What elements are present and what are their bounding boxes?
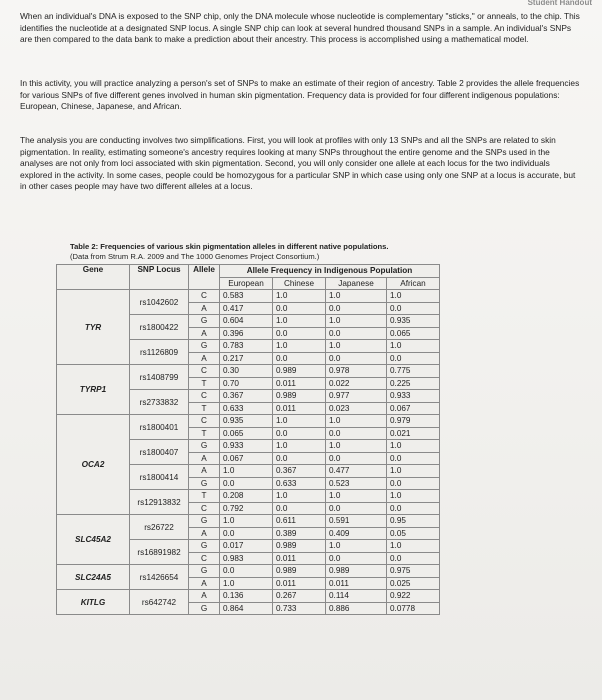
frequency-cell-african: 0.025: [387, 577, 440, 590]
frequency-cell-japanese: 1.0: [326, 490, 387, 503]
frequency-cell-european: 0.864: [220, 602, 273, 615]
allele-cell: T: [189, 402, 220, 415]
frequency-cell-chinese: 1.0: [273, 340, 326, 353]
frequency-cell-japanese: 0.114: [326, 590, 387, 603]
frequency-cell-japanese: 0.022: [326, 377, 387, 390]
frequency-cell-japanese: 1.0: [326, 540, 387, 553]
frequency-cell-japanese: 0.0: [326, 502, 387, 515]
frequency-cell-african: 1.0: [387, 540, 440, 553]
frequency-cell-african: 0.0: [387, 302, 440, 315]
frequency-cell-african: 0.05: [387, 527, 440, 540]
frequency-cell-african: 0.021: [387, 427, 440, 440]
snp-locus-cell: rs12913832: [130, 490, 189, 515]
allele-cell: G: [189, 540, 220, 553]
frequency-cell-european: 0.065: [220, 427, 273, 440]
frequency-cell-japanese: 0.477: [326, 465, 387, 478]
allele-cell: A: [189, 465, 220, 478]
frequency-cell-chinese: 1.0: [273, 440, 326, 453]
frequency-cell-japanese: 0.0: [326, 352, 387, 365]
column-header-european: European: [220, 277, 273, 290]
frequency-cell-japanese: 0.0: [326, 552, 387, 565]
gene-cell: KITLG: [57, 590, 130, 615]
frequency-cell-japanese: 0.523: [326, 477, 387, 490]
allele-frequency-table: [56, 264, 440, 615]
frequency-cell-japanese: 0.409: [326, 527, 387, 540]
allele-cell: G: [189, 340, 220, 353]
table-row: [57, 590, 440, 603]
frequency-cell-european: 0.217: [220, 352, 273, 365]
frequency-cell-african: 0.0778: [387, 602, 440, 615]
frequency-cell-chinese: 0.011: [273, 552, 326, 565]
frequency-cell-african: 1.0: [387, 490, 440, 503]
gene-cell: OCA2: [57, 415, 130, 515]
table-caption: [70, 242, 550, 262]
column-group-header: Allele Frequency in Indigenous Population: [220, 265, 440, 278]
snp-locus-cell: rs1800414: [130, 465, 189, 490]
frequency-cell-chinese: 1.0: [273, 415, 326, 428]
table-row: [57, 515, 440, 528]
frequency-cell-european: 0.017: [220, 540, 273, 553]
frequency-cell-african: 0.95: [387, 515, 440, 528]
frequency-cell-european: 0.367: [220, 390, 273, 403]
frequency-cell-japanese: 1.0: [326, 315, 387, 328]
frequency-cell-chinese: 1.0: [273, 290, 326, 303]
frequency-cell-european: 0.136: [220, 590, 273, 603]
frequency-cell-chinese: 0.011: [273, 377, 326, 390]
snp-locus-cell: rs2733832: [130, 390, 189, 415]
intro-paragraph: When an individual's DNA is exposed to the SNP chip, only the DNA molecule whose nucleotide is complementary "sticks," or anneals, to the chip. This identifies the nucleotide at a designated SNP locus. A single SNP chip can look at several hundred thousand SNPs in a sample. An individual's SNPs are then compared to the data bank to make a prediction about their ancestry. This process is accomplished using a mathematical model.: [20, 11, 580, 45]
frequency-cell-african: 0.979: [387, 415, 440, 428]
frequency-cell-japanese: 1.0: [326, 415, 387, 428]
frequency-cell-african: 1.0: [387, 440, 440, 453]
frequency-cell-african: 0.935: [387, 315, 440, 328]
frequency-cell-african: 1.0: [387, 290, 440, 303]
allele-cell: T: [189, 490, 220, 503]
frequency-cell-chinese: 0.389: [273, 527, 326, 540]
allele-cell: G: [189, 315, 220, 328]
frequency-cell-european: 0.067: [220, 452, 273, 465]
allele-cell: A: [189, 302, 220, 315]
frequency-cell-chinese: 0.611: [273, 515, 326, 528]
allele-cell: A: [189, 590, 220, 603]
frequency-cell-japanese: 0.0: [326, 302, 387, 315]
frequency-cell-european: 0.0: [220, 527, 273, 540]
activity-paragraph: In this activity, you will practice analyzing a person's set of SNPs to make an estimate of their region of ancestry. Table 2 provides the allele frequencies for various SNPs of five different genes involved in human skin pigmentation. Frequency data is provided for four different indigenous populations: European, Chinese, Japanese, and African.: [20, 78, 580, 112]
allele-cell: C: [189, 390, 220, 403]
allele-cell: G: [189, 565, 220, 578]
frequency-cell-african: 0.0: [387, 502, 440, 515]
frequency-cell-japanese: 0.591: [326, 515, 387, 528]
snp-locus-cell: rs1800401: [130, 415, 189, 440]
frequency-cell-chinese: 1.0: [273, 490, 326, 503]
column-header-snp-locus: SNP Locus: [130, 265, 189, 290]
allele-cell: C: [189, 365, 220, 378]
snp-locus-cell: rs642742: [130, 590, 189, 615]
column-header-allele: Allele: [189, 265, 220, 290]
frequency-cell-african: 0.0: [387, 352, 440, 365]
frequency-cell-japanese: 0.0: [326, 427, 387, 440]
snp-locus-cell: rs1800422: [130, 315, 189, 340]
frequency-cell-european: 0.604: [220, 315, 273, 328]
frequency-cell-african: 0.975: [387, 565, 440, 578]
gene-cell: SLC24A5: [57, 565, 130, 590]
frequency-cell-japanese: 1.0: [326, 290, 387, 303]
frequency-cell-african: 1.0: [387, 465, 440, 478]
frequency-cell-chinese: 0.989: [273, 540, 326, 553]
allele-cell: G: [189, 440, 220, 453]
frequency-cell-european: 0.208: [220, 490, 273, 503]
table-row: [57, 290, 440, 303]
frequency-cell-japanese: 0.886: [326, 602, 387, 615]
allele-cell: G: [189, 515, 220, 528]
allele-cell: C: [189, 415, 220, 428]
frequency-cell-japanese: 0.0: [326, 327, 387, 340]
snp-locus-cell: rs1408799: [130, 365, 189, 390]
frequency-cell-european: 0.583: [220, 290, 273, 303]
frequency-cell-european: 0.396: [220, 327, 273, 340]
header-label: Student Handout: [527, 0, 592, 7]
allele-cell: A: [189, 327, 220, 340]
analysis-paragraph: The analysis you are conducting involves two simplifications. First, you will look at profiles with only 13 SNPs and all the SNPs are related to skin pigmentation. In reality, estimating someone's ancestry requires looking at many SNPs throughout the entire genome and the SNPs used in the analyses are not only from loci associated with skin pigmentation. Second, you will only consider one allele at each locus for the two individuals explored in the activity. In some cases, people could be homozygous for a particular SNP in which case using only one SNP at a locus is accurate, but in other cases people may have two different alleles at a locus.: [20, 135, 576, 192]
allele-cell: A: [189, 527, 220, 540]
allele-cell: A: [189, 352, 220, 365]
frequency-cell-japanese: 0.977: [326, 390, 387, 403]
gene-cell: SLC45A2: [57, 515, 130, 565]
frequency-cell-african: 0.065: [387, 327, 440, 340]
frequency-cell-chinese: 0.0: [273, 352, 326, 365]
frequency-cell-japanese: 1.0: [326, 440, 387, 453]
column-header-chinese: Chinese: [273, 277, 326, 290]
snp-locus-cell: rs26722: [130, 515, 189, 540]
snp-locus-cell: rs1042602: [130, 290, 189, 315]
frequency-cell-chinese: 0.0: [273, 427, 326, 440]
allele-cell: G: [189, 602, 220, 615]
allele-cell: T: [189, 377, 220, 390]
frequency-cell-chinese: 0.367: [273, 465, 326, 478]
frequency-cell-chinese: 0.011: [273, 402, 326, 415]
frequency-cell-african: 0.225: [387, 377, 440, 390]
frequency-cell-chinese: 0.0: [273, 327, 326, 340]
frequency-cell-european: 0.0: [220, 565, 273, 578]
frequency-cell-european: 0.0: [220, 477, 273, 490]
frequency-cell-african: 0.0: [387, 552, 440, 565]
frequency-cell-african: 0.775: [387, 365, 440, 378]
frequency-cell-european: 0.30: [220, 365, 273, 378]
frequency-cell-european: 0.792: [220, 502, 273, 515]
frequency-cell-european: 0.783: [220, 340, 273, 353]
frequency-cell-japanese: 0.978: [326, 365, 387, 378]
frequency-cell-european: 0.983: [220, 552, 273, 565]
frequency-cell-chinese: 0.011: [273, 577, 326, 590]
allele-cell: C: [189, 552, 220, 565]
frequency-cell-chinese: 0.633: [273, 477, 326, 490]
frequency-cell-chinese: 0.989: [273, 390, 326, 403]
frequency-cell-japanese: 0.011: [326, 577, 387, 590]
frequency-cell-european: 0.417: [220, 302, 273, 315]
allele-cell: G: [189, 477, 220, 490]
frequency-cell-chinese: 0.733: [273, 602, 326, 615]
table-row: [57, 565, 440, 578]
frequency-cell-chinese: 0.0: [273, 302, 326, 315]
frequency-cell-african: 0.0: [387, 477, 440, 490]
frequency-cell-chinese: 0.0: [273, 502, 326, 515]
frequency-cell-japanese: 1.0: [326, 340, 387, 353]
allele-cell: C: [189, 502, 220, 515]
frequency-cell-european: 1.0: [220, 577, 273, 590]
table-body: [57, 290, 440, 615]
table-caption-title: Table 2: Frequencies of various skin pigmentation alleles in different native populations.: [70, 242, 389, 251]
frequency-cell-chinese: 0.267: [273, 590, 326, 603]
frequency-cell-european: 1.0: [220, 515, 273, 528]
gene-cell: TYRP1: [57, 365, 130, 415]
frequency-cell-african: 0.0: [387, 452, 440, 465]
allele-cell: T: [189, 427, 220, 440]
column-header-japanese: Japanese: [326, 277, 387, 290]
snp-locus-cell: rs1800407: [130, 440, 189, 465]
frequency-cell-japanese: 0.989: [326, 565, 387, 578]
frequency-cell-african: 0.922: [387, 590, 440, 603]
table-source: (Data from Strum R.A. 2009 and The 1000 Genomes Project Consortium.): [70, 252, 320, 261]
table-row: [57, 365, 440, 378]
frequency-cell-european: 0.933: [220, 440, 273, 453]
frequency-cell-chinese: 0.0: [273, 452, 326, 465]
frequency-cell-japanese: 0.0: [326, 452, 387, 465]
frequency-cell-european: 0.935: [220, 415, 273, 428]
frequency-cell-african: 0.933: [387, 390, 440, 403]
gene-cell: TYR: [57, 290, 130, 365]
frequency-cell-european: 0.633: [220, 402, 273, 415]
allele-cell: A: [189, 577, 220, 590]
snp-locus-cell: rs1126809: [130, 340, 189, 365]
allele-cell: A: [189, 452, 220, 465]
column-header-gene: Gene: [57, 265, 130, 290]
snp-locus-cell: rs16891982: [130, 540, 189, 565]
frequency-cell-japanese: 0.023: [326, 402, 387, 415]
frequency-cell-chinese: 0.989: [273, 365, 326, 378]
column-header-african: African: [387, 277, 440, 290]
frequency-cell-chinese: 0.989: [273, 565, 326, 578]
frequency-cell-chinese: 1.0: [273, 315, 326, 328]
allele-cell: C: [189, 290, 220, 303]
snp-locus-cell: rs1426654: [130, 565, 189, 590]
table-row: [57, 415, 440, 428]
frequency-cell-european: 1.0: [220, 465, 273, 478]
frequency-cell-african: 1.0: [387, 340, 440, 353]
frequency-cell-african: 0.067: [387, 402, 440, 415]
frequency-cell-european: 0.70: [220, 377, 273, 390]
